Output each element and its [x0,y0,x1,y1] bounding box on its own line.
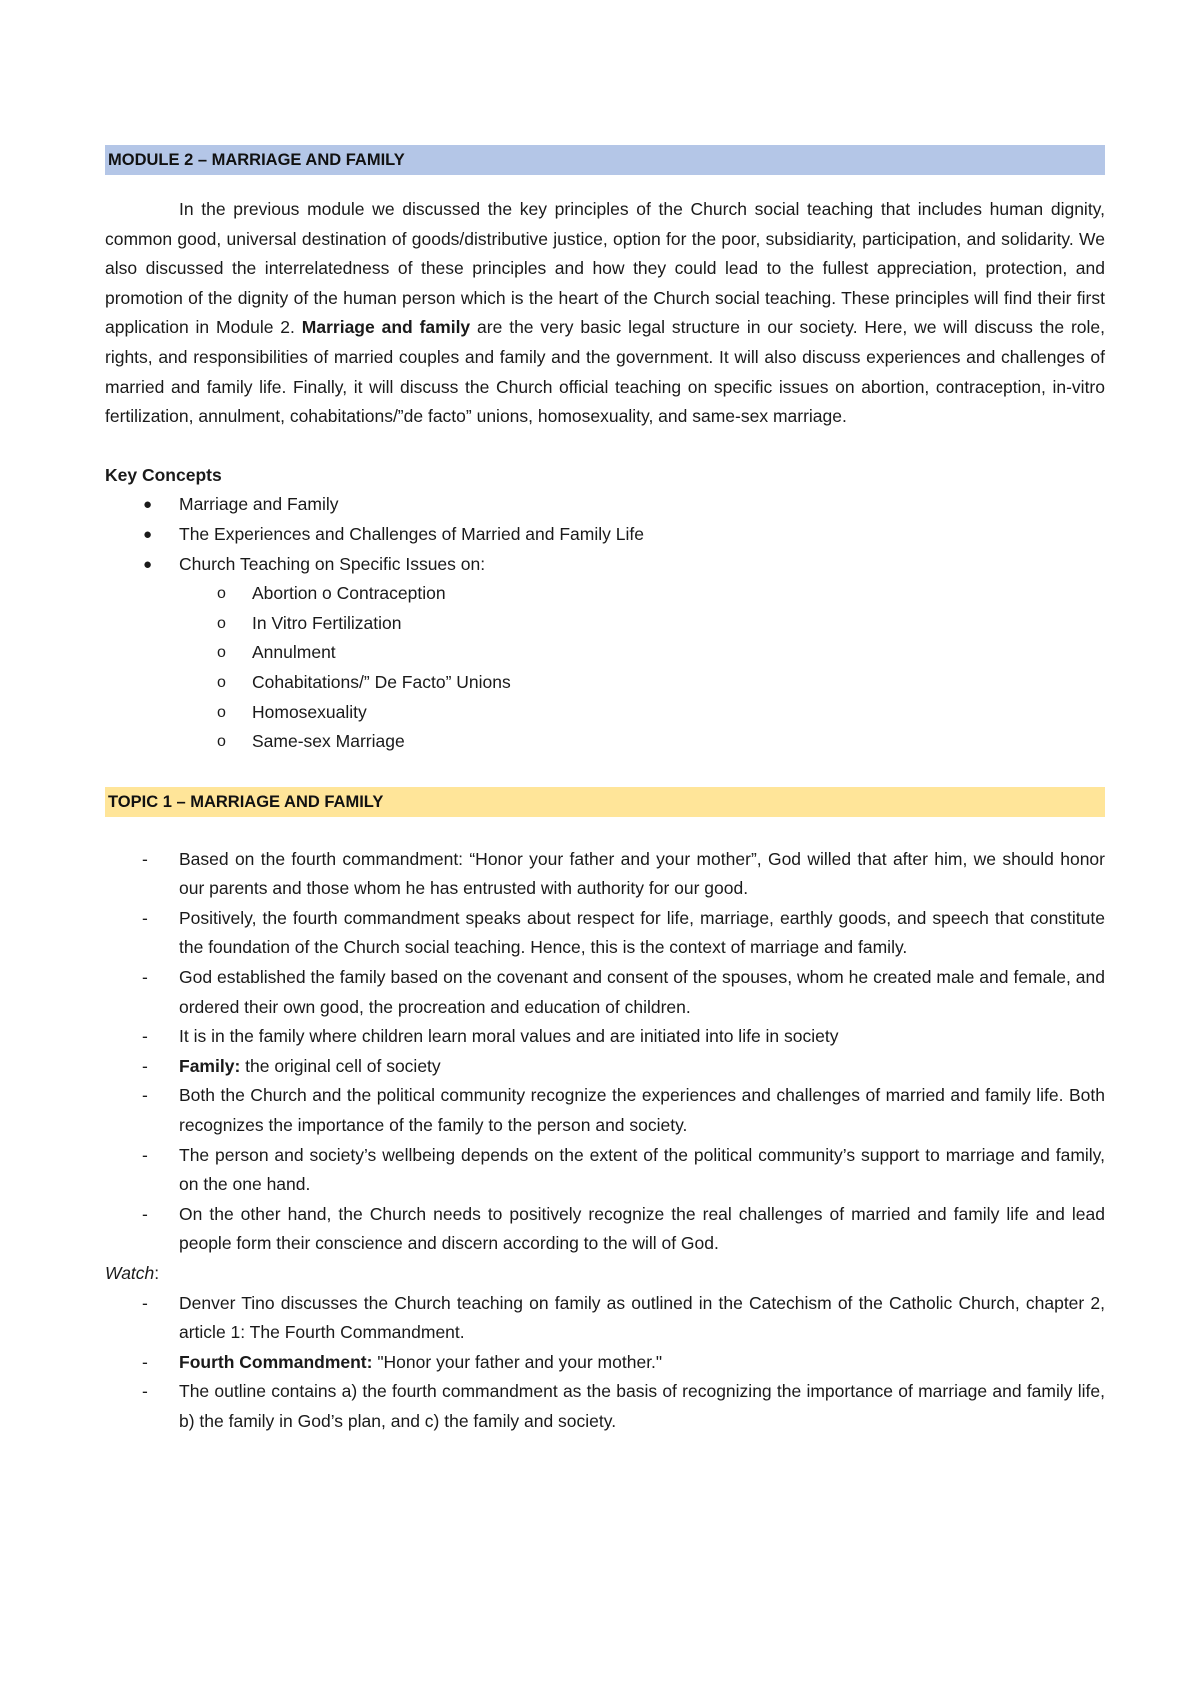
circle-bullet-icon: o [217,673,226,691]
list-item-text: the original cell of society [240,1055,441,1076]
circle-bullet-icon: o [217,703,226,721]
list-item [105,963,1105,1022]
circle-bullet-icon: o [217,614,226,632]
dash-icon: - [142,1144,148,1165]
list-item-text: God established the family based on the covenant and consent of the spouses, whom he created male and female, and ordered their own good, the procreation and education of children. [179,967,1105,1017]
sub-list-item-text: Abortion o Contraception [252,583,446,604]
dash-icon: - [142,1085,148,1106]
key-concepts-title: Key Concepts [105,464,222,485]
topic-points-list [105,845,1105,1259]
list-item [105,1022,1105,1052]
dash-icon: - [142,967,148,988]
dash-icon: - [142,907,148,928]
list-item [105,845,1105,904]
list-item [105,1377,1105,1436]
circle-bullet-icon: o [217,585,226,603]
sub-list-item-text: Cohabitations/” De Facto” Unions [252,671,511,692]
sub-list-item [105,638,1105,668]
dash-icon: - [142,1055,148,1076]
list-item-text: Based on the fourth commandment: “Honor your father and your mother”, God willed that after him, we should honor our parents and those whom he has entrusted with authority for our good. [179,848,1105,899]
intro-bold-term: Marriage and family [301,317,471,338]
module-header: MODULE 2 – MARRIAGE AND FAMILY [105,145,1105,175]
sub-list-item [105,579,1105,609]
dash-icon: - [142,1026,148,1047]
dash-icon: - [142,1381,148,1402]
topic-header: TOPIC 1 – MARRIAGE AND FAMILY [105,787,1105,817]
document-page [105,145,1105,1437]
list-item [105,1141,1105,1200]
topic-section [105,787,1105,817]
sub-list-item [105,668,1105,698]
list-item-text: Church Teaching on Specific Issues on: [179,553,486,574]
sub-list-item [105,609,1105,639]
sub-list-item-text: Annulment [252,642,336,663]
intro-text-1: In the previous module we discussed the key principles of the Church social teaching that includes human dignity, common good, universal destination of goods/distributive justice, option for the poor, subsidiarity, participation, and solidarity. We also discussed the interrelatedness of these principles and how they could lead to the fullest appreciation, protection, and promotion of the dignity of the human person which is the heart of the Church social teaching. These principles will find their first application in Module 2. [105,199,1105,338]
list-item [105,550,1105,580]
watch-points-list [105,1289,1105,1437]
list-item [105,1052,1105,1082]
list-item [105,1348,1105,1378]
dash-icon: - [142,848,148,869]
item-bold-term: Fourth Commandment: [179,1351,373,1372]
list-item [105,1200,1105,1259]
list-item [105,904,1105,963]
circle-bullet-icon: o [217,644,226,662]
sub-list-item [105,727,1105,757]
list-item [105,490,1105,520]
bullet-icon: ● [143,555,153,573]
list-item-text: The outline contains a) the fourth commandment as the basis of recognizing the importance of marriage and family life, b) the family in God’s plan, and c) the family and society. [179,1381,1105,1431]
list-item-text: "Honor your father and your mother." [372,1351,663,1372]
sub-list-item [105,698,1105,728]
key-concepts-list [105,490,1105,579]
dash-icon: - [142,1203,148,1224]
list-item-text: Marriage and Family [179,494,339,515]
intro-paragraph [105,195,1105,432]
list-item [105,520,1105,550]
dash-icon: - [142,1351,148,1372]
list-item [105,1081,1105,1140]
list-item-text: Positively, the fourth commandment speaks about respect for life, marriage, earthly goods, and speech that constitute the foundation of the Church social teaching. Hence, this is the context of marriage and family. [179,907,1105,958]
intro-text-2: are the very basic legal structure in our society. Here, we will discuss the role, rights, and responsibilities of married couples and family and the government. It will also discuss experiences and challenges of married and family life. Finally, it will discuss the Church official teaching on specific issues on abortion, contraception, in-vitro fertilization, annulment, cohabitations/”de facto” unions, homosexuality, and same-sex marriage. [105,317,1105,427]
list-item-text: On the other hand, the Church needs to positively recognize the real challenges of married and family life and lead people form their conscience and discern according to the will of God. [179,1203,1105,1254]
bullet-icon: ● [143,525,153,543]
dash-icon: - [142,1292,148,1313]
sub-list-item-text: Homosexuality [252,701,367,722]
sub-list-item-text: Same-sex Marriage [252,731,405,752]
list-item-text: Denver Tino discusses the Church teaching on family as outlined in the Catechism of the Catholic Church, chapter 2, article 1: The Fourth Commandment. [179,1292,1105,1343]
specific-issues-list [105,579,1105,757]
sub-list-item-text: In Vitro Fertilization [252,612,402,633]
item-bold-term: Family: [179,1055,241,1076]
bullet-icon: ● [143,496,153,514]
circle-bullet-icon: o [217,733,226,751]
list-item-text: Both the Church and the political community recognize the experiences and challenges of married and family life. Both recognizes the importance of the family to the person and society. [179,1085,1105,1136]
list-item [105,1289,1105,1348]
list-item-text: The person and society’s wellbeing depends on the extent of the political community’s support to marriage and family, on the one hand. [179,1144,1105,1195]
list-item-text: The Experiences and Challenges of Married and Family Life [179,523,644,544]
watch-label [105,1259,1105,1289]
watch-label-text: Watch [105,1263,155,1283]
list-item-text: It is in the family where children learn moral values and are initiated into life in society [179,1026,839,1047]
watch-label-colon: : [154,1263,160,1283]
